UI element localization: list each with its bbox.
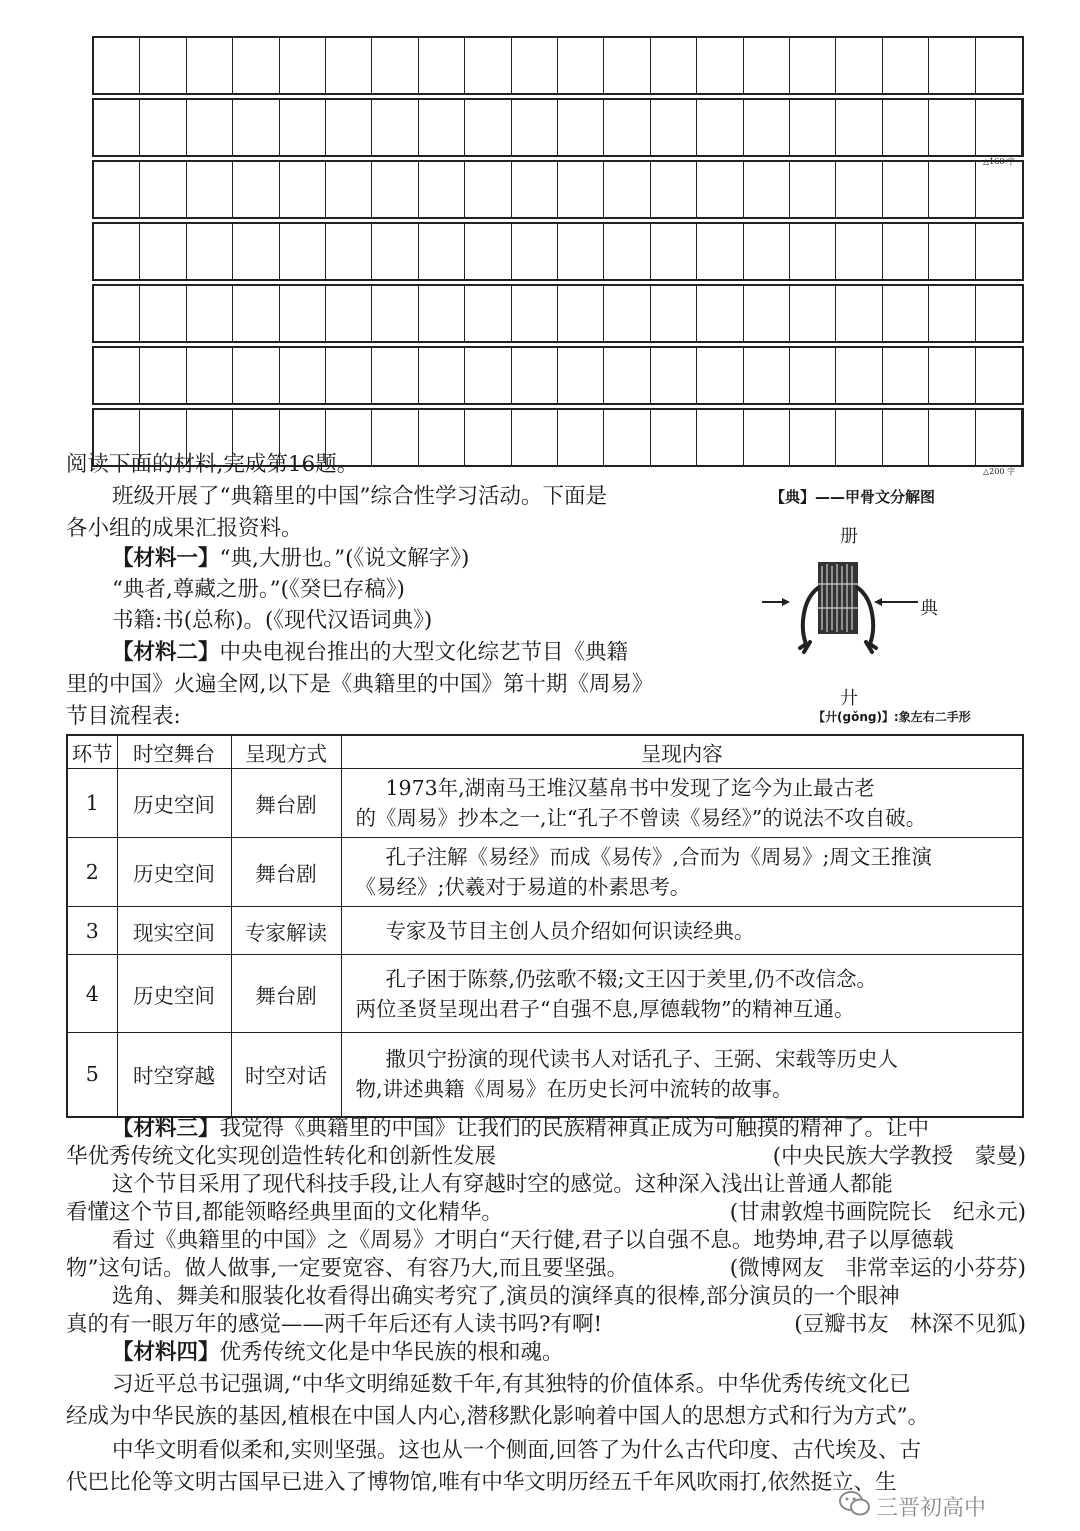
grid-cell bbox=[558, 348, 604, 403]
grid-cell bbox=[976, 162, 1022, 217]
mode-cell: 时空对话 bbox=[231, 1033, 341, 1117]
grid-cell bbox=[976, 224, 1022, 279]
grid-cell bbox=[280, 348, 326, 403]
mode-cell: 舞台剧 bbox=[231, 769, 341, 838]
grid-cell bbox=[558, 38, 604, 93]
content-cell: 1973年,湖南马王堆汉墓帛书中发现了迄今为止最古老 的《周易》抄本之一,让“孔子不曾读《易经》”的说法不攻自破。 bbox=[341, 769, 1023, 838]
grid-cell bbox=[187, 100, 233, 155]
grid-cell bbox=[558, 410, 604, 465]
grid-cell bbox=[280, 224, 326, 279]
grid-cell bbox=[976, 286, 1022, 341]
grid-row bbox=[92, 222, 1024, 281]
grid-cell bbox=[280, 162, 326, 217]
content-cell: 撒贝宁扮演的现代读书人对话孔子、王弼、宋载等历史人 物,讲述典籍《周易》在历史长河中流转的故事。 bbox=[341, 1033, 1023, 1117]
grid-cell bbox=[697, 286, 743, 341]
material-label: 【材料三】 bbox=[112, 1116, 220, 1141]
grid-cell bbox=[836, 100, 882, 155]
grid-row bbox=[92, 160, 1024, 219]
intro-paragraph-line: 各小组的成果汇报资料。 bbox=[66, 516, 303, 541]
material-text: 书籍:书(总称)。(《现代汉语词典》) bbox=[112, 608, 433, 633]
grid-cell bbox=[790, 286, 836, 341]
grid-cell bbox=[929, 348, 975, 403]
grid-cell bbox=[419, 38, 465, 93]
grid-cell bbox=[651, 38, 697, 93]
figure-note: 【廾(gǒng)】:象左右二手形 bbox=[813, 710, 971, 724]
material-text: 习近平总书记强调,“中华文明绵延数千年,有其独特的价值体系。中华优秀传统文化已 bbox=[112, 1372, 911, 1397]
grid-cell bbox=[697, 38, 743, 93]
grid-word-count-marker: △200 字 bbox=[983, 467, 1015, 476]
grid-cell bbox=[419, 410, 465, 465]
grid-cell bbox=[140, 224, 186, 279]
mode-cell: 专家解读 bbox=[231, 907, 341, 955]
column-header-mode: 呈现方式 bbox=[231, 735, 341, 769]
grid-cell bbox=[744, 410, 790, 465]
material-text: 真的有一眼万年的感觉——两千年后还有人读书吗?有啊! bbox=[66, 1312, 603, 1337]
step-number: 1 bbox=[67, 769, 117, 838]
grid-cell bbox=[512, 224, 558, 279]
grid-cell bbox=[372, 286, 418, 341]
grid-cell bbox=[976, 100, 1022, 155]
content-cell: 孔子注解《易经》而成《易传》,合而为《周易》;周文王推演 《易经》;伏羲对于易道的朴素思考。 bbox=[341, 838, 1023, 907]
figure-title: 【典】——甲骨文分解图 bbox=[770, 488, 936, 506]
grid-cell bbox=[558, 286, 604, 341]
grid-cell bbox=[512, 348, 558, 403]
grid-cell bbox=[372, 100, 418, 155]
grid-cell bbox=[976, 410, 1022, 465]
wechat-icon bbox=[838, 1490, 872, 1518]
grid-cell bbox=[836, 224, 882, 279]
material-1 bbox=[112, 546, 469, 572]
grid-cell bbox=[419, 224, 465, 279]
grid-cell bbox=[140, 38, 186, 93]
grid-cell bbox=[326, 348, 372, 403]
grid-cell bbox=[929, 410, 975, 465]
material-text: “典,大册也。”(《说文解字》) bbox=[219, 546, 470, 571]
grid-cell bbox=[836, 162, 882, 217]
material-text: 经成为中华民族的基因,植根在中国人内心,潜移默化影响着中国人的思想方式和行为方式”。 bbox=[66, 1404, 930, 1429]
intro-paragraph-line: 班级开展了“典籍里的中国”综合性学习活动。下面是 bbox=[112, 484, 607, 509]
grid-cell bbox=[326, 286, 372, 341]
grid-cell bbox=[233, 162, 279, 217]
grid-cell bbox=[94, 286, 140, 341]
material-text: 华优秀传统文化实现创造性转化和创新性发展 bbox=[66, 1144, 497, 1169]
answer-grid bbox=[92, 36, 1024, 476]
stage-cell: 历史空间 bbox=[117, 838, 231, 907]
table-header-row bbox=[67, 735, 1023, 769]
grid-cell bbox=[187, 224, 233, 279]
grid-cell bbox=[836, 348, 882, 403]
step-number: 4 bbox=[67, 955, 117, 1033]
grid-cell bbox=[187, 38, 233, 93]
grid-cell bbox=[233, 286, 279, 341]
grid-cell bbox=[372, 38, 418, 93]
grid-cell bbox=[140, 286, 186, 341]
grid-cell bbox=[558, 100, 604, 155]
material-text: 节目流程表: bbox=[66, 704, 181, 729]
table-row bbox=[67, 1033, 1023, 1117]
grid-cell bbox=[651, 348, 697, 403]
grid-cell bbox=[883, 348, 929, 403]
grid-cell bbox=[929, 38, 975, 93]
grid-cell bbox=[697, 224, 743, 279]
table-row bbox=[67, 907, 1023, 955]
grid-cell bbox=[929, 162, 975, 217]
grid-cell bbox=[744, 224, 790, 279]
grid-cell bbox=[233, 224, 279, 279]
figure-label-top: 册 bbox=[840, 526, 858, 547]
grid-cell bbox=[651, 286, 697, 341]
quote-source: (甘肃敦煌书画院院长 纪永元) bbox=[729, 1200, 1026, 1225]
grid-cell bbox=[604, 410, 650, 465]
material-text: 看懂这个节目,都能领略经典里面的文化精华。 bbox=[66, 1200, 503, 1225]
grid-cell bbox=[372, 410, 418, 465]
grid-cell bbox=[233, 348, 279, 403]
grid-cell bbox=[512, 38, 558, 93]
step-number: 5 bbox=[67, 1033, 117, 1117]
material-text: 这个节目采用了现代科技手段,让人有穿越时空的感觉。这种深入浅出让普通人都能 bbox=[112, 1172, 893, 1197]
grid-cell bbox=[94, 348, 140, 403]
grid-cell bbox=[465, 286, 511, 341]
grid-cell bbox=[604, 100, 650, 155]
grid-cell bbox=[187, 286, 233, 341]
material-label: 【材料二】 bbox=[112, 640, 220, 665]
grid-cell bbox=[697, 162, 743, 217]
grid-cell bbox=[140, 162, 186, 217]
grid-cell bbox=[372, 224, 418, 279]
table-row bbox=[67, 955, 1023, 1033]
grid-cell bbox=[929, 286, 975, 341]
stage-cell: 现实空间 bbox=[117, 907, 231, 955]
grid-cell bbox=[372, 162, 418, 217]
grid-cell bbox=[744, 162, 790, 217]
grid-cell bbox=[744, 100, 790, 155]
grid-row bbox=[92, 36, 1024, 95]
grid-cell bbox=[651, 162, 697, 217]
grid-cell bbox=[790, 100, 836, 155]
watermark-text: 三晋初高中 bbox=[876, 1496, 987, 1521]
table-row bbox=[67, 769, 1023, 838]
grid-cell bbox=[512, 286, 558, 341]
grid-cell bbox=[790, 162, 836, 217]
grid-cell bbox=[604, 162, 650, 217]
material-text: 我觉得《典籍里的中国》让我们的民族精神真正成为可触摸的精神了。让中 bbox=[219, 1116, 930, 1141]
material-text: 选角、舞美和服装化妆看得出确实考究了,演员的演绎真的很棒,部分演员的一个眼神 bbox=[112, 1284, 900, 1309]
grid-cell bbox=[512, 162, 558, 217]
grid-cell bbox=[280, 38, 326, 93]
grid-cell bbox=[604, 348, 650, 403]
grid-cell bbox=[326, 224, 372, 279]
grid-cell bbox=[94, 38, 140, 93]
grid-row bbox=[92, 284, 1024, 343]
grid-row bbox=[92, 98, 1024, 166]
grid-cell bbox=[790, 410, 836, 465]
grid-cell bbox=[883, 286, 929, 341]
column-header-stage: 时空舞台 bbox=[117, 735, 231, 769]
material-text: 物”这句话。做人做事,一定要宽容、有容乃大,而且要坚强。 bbox=[66, 1256, 629, 1281]
grid-cell bbox=[140, 348, 186, 403]
grid-cell bbox=[697, 100, 743, 155]
grid-cell bbox=[280, 286, 326, 341]
content-cell: 孔子困于陈蔡,仍弦歌不辍;文王囚于羑里,仍不改信念。 两位圣贤呈现出君子“自强不息,厚德载物”的精神互通。 bbox=[341, 955, 1023, 1033]
grid-cell bbox=[790, 348, 836, 403]
grid-cell bbox=[94, 224, 140, 279]
grid-cell bbox=[976, 348, 1022, 403]
grid-cell bbox=[326, 162, 372, 217]
grid-cell bbox=[465, 410, 511, 465]
grid-cell bbox=[512, 100, 558, 155]
grid-cell bbox=[187, 162, 233, 217]
material-3 bbox=[112, 1116, 929, 1142]
grid-cell bbox=[419, 162, 465, 217]
grid-cell bbox=[512, 410, 558, 465]
material-4 bbox=[112, 1340, 564, 1366]
grid-cell bbox=[465, 100, 511, 155]
material-label: 【材料四】 bbox=[112, 1340, 220, 1365]
grid-word-count-marker: △160 字 bbox=[983, 157, 1015, 166]
step-number: 2 bbox=[67, 838, 117, 907]
stage-cell: 历史空间 bbox=[117, 955, 231, 1033]
grid-row bbox=[92, 346, 1024, 405]
grid-cell bbox=[233, 100, 279, 155]
program-flow-table bbox=[66, 734, 1024, 1118]
grid-cell bbox=[94, 100, 140, 155]
quote-source: (豆瓣书友 林深不见狐) bbox=[794, 1312, 1026, 1337]
grid-cell bbox=[604, 286, 650, 341]
grid-cell bbox=[744, 38, 790, 93]
stage-cell: 时空穿越 bbox=[117, 1033, 231, 1117]
grid-cell bbox=[697, 410, 743, 465]
grid-cell bbox=[465, 162, 511, 217]
stage-cell: 历史空间 bbox=[117, 769, 231, 838]
table-row bbox=[67, 838, 1023, 907]
oracle-bone-character-image bbox=[760, 548, 930, 688]
question-instruction: 阅读下面的材料,完成第16题。 bbox=[66, 452, 359, 477]
grid-cell bbox=[187, 348, 233, 403]
step-number: 3 bbox=[67, 907, 117, 955]
mode-cell: 舞台剧 bbox=[231, 955, 341, 1033]
content-cell: 专家及节目主创人员介绍如何识读经典。 bbox=[341, 907, 1023, 955]
grid-cell bbox=[604, 38, 650, 93]
quote-source: (中央民族大学教授 蒙曼) bbox=[772, 1144, 1026, 1169]
material-text: 优秀传统文化是中华民族的根和魂。 bbox=[219, 1340, 564, 1365]
grid-cell bbox=[465, 224, 511, 279]
material-text: 中华文明看似柔和,实则坚强。这也从一个侧面,回答了为什么古代印度、古代埃及、古 bbox=[112, 1438, 922, 1463]
grid-cell bbox=[326, 38, 372, 93]
grid-cell bbox=[419, 286, 465, 341]
grid-cell bbox=[465, 348, 511, 403]
material-label: 【材料一】 bbox=[112, 546, 220, 571]
grid-cell bbox=[744, 348, 790, 403]
grid-cell bbox=[929, 224, 975, 279]
grid-cell bbox=[976, 38, 1022, 93]
grid-cell bbox=[883, 100, 929, 155]
grid-cell bbox=[883, 410, 929, 465]
grid-cell bbox=[883, 224, 929, 279]
material-2 bbox=[112, 640, 628, 666]
mode-cell: 舞台剧 bbox=[231, 838, 341, 907]
grid-cell bbox=[697, 348, 743, 403]
figure-label-bottom: 廾 bbox=[840, 688, 858, 709]
grid-cell bbox=[790, 38, 836, 93]
material-text: 看过《典籍里的中国》之《周易》才明白“天行健,君子以自强不息。地势坤,君子以厚德载 bbox=[112, 1228, 954, 1253]
grid-cell bbox=[280, 100, 326, 155]
grid-cell bbox=[558, 162, 604, 217]
material-text: “典者,尊藏之册。”(《癸巳存稿》) bbox=[112, 577, 405, 602]
grid-cell bbox=[372, 348, 418, 403]
grid-cell bbox=[883, 38, 929, 93]
figure-label-right: 典 bbox=[920, 598, 938, 619]
grid-cell bbox=[326, 100, 372, 155]
grid-cell bbox=[836, 410, 882, 465]
grid-cell bbox=[836, 286, 882, 341]
grid-cell bbox=[465, 38, 511, 93]
grid-cell bbox=[604, 224, 650, 279]
grid-cell bbox=[140, 100, 186, 155]
column-header-content: 呈现内容 bbox=[341, 735, 1023, 769]
grid-cell bbox=[651, 410, 697, 465]
grid-cell bbox=[790, 224, 836, 279]
grid-cell bbox=[233, 38, 279, 93]
column-header-step: 环节 bbox=[67, 735, 117, 769]
grid-cell bbox=[744, 286, 790, 341]
grid-cell bbox=[419, 348, 465, 403]
grid-cell bbox=[836, 38, 882, 93]
grid-cell bbox=[651, 224, 697, 279]
material-text: 代巴比伦等文明古国早已进入了博物馆,唯有中华文明历经五千年风吹雨打,依然挺立、生 bbox=[66, 1470, 897, 1495]
grid-cell bbox=[94, 162, 140, 217]
grid-cell bbox=[558, 224, 604, 279]
material-text: 里的中国》火遍全网,以下是《典籍里的中国》第十期《周易》 bbox=[66, 672, 654, 697]
grid-cell bbox=[929, 100, 975, 155]
quote-source: (微博网友 非常幸运的小芬芬) bbox=[729, 1256, 1026, 1281]
material-text: 中央电视台推出的大型文化综艺节目《典籍 bbox=[219, 640, 629, 665]
grid-cell bbox=[651, 100, 697, 155]
grid-cell bbox=[419, 100, 465, 155]
grid-cell bbox=[883, 162, 929, 217]
